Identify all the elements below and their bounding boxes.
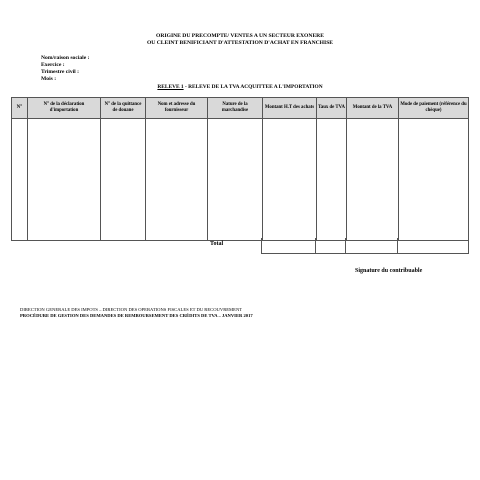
document-title-line2: OU CLEINT BENIFICIANT D'ATTESTATION D'ACHAT EN FRANCHISE [146, 40, 334, 46]
field-quarter: Trimestre civil : [41, 69, 80, 75]
column-header-import-declaration: N° de la déclaration d'importation [28, 98, 101, 119]
table-cell[interactable] [399, 119, 469, 241]
table-cell[interactable] [208, 119, 263, 241]
column-header-customs-receipt: N° de la quittance de douane [101, 98, 146, 119]
releve-title: - RELEVE DE LA TVA ACQUITTEE A L'IMPORTATION [183, 84, 323, 90]
table-cell[interactable] [317, 119, 347, 241]
total-payment-cell[interactable] [398, 238, 469, 254]
field-year: Exercice : [41, 62, 65, 68]
table-cell[interactable] [263, 119, 317, 241]
table-row [12, 119, 469, 241]
import-vat-table [11, 97, 469, 241]
column-header-vat-rate: Taux de TVA [317, 98, 347, 119]
table-cell[interactable] [101, 119, 146, 241]
footer-line2: PROCÉDURE DE GESTION DES DEMANDES DE REMBOURSEMENT DES CRÉDITS DE TVA – JANVIER 2017 [20, 313, 253, 318]
total-row [261, 238, 469, 254]
table-cell[interactable] [28, 119, 101, 241]
column-header-vat-amount: Montant de la TVA [347, 98, 399, 119]
table-cell[interactable] [12, 119, 28, 241]
column-header-amount-excl-tax: Montant H.T des achats [263, 98, 317, 119]
table-header-row [12, 98, 469, 119]
footer-line1: DIRECTION GENERALE DES IMPOTS – DIRECTION DES OPERATIONS FISCALES ET DU RECOUVREMENT [20, 307, 243, 312]
field-month: Mois : [41, 76, 57, 82]
column-header-payment-method: Mode de paiement (référence du chèque) [399, 98, 469, 119]
total-vat-rate-cell[interactable] [316, 238, 346, 254]
releve-heading [0, 84, 480, 90]
document-title-line1: ORIGINE DU PRECOMPTE/ VENTES A UN SECTEUR EXONERE [156, 33, 324, 39]
releve-label: RELEVE 1 [157, 84, 184, 90]
total-label: Total [210, 241, 224, 247]
column-header-goods-nature: Nature de la marchandise [208, 98, 263, 119]
total-vat-amount-cell[interactable] [346, 238, 398, 254]
total-amount-excl-tax-cell[interactable] [262, 238, 316, 254]
column-header-number: N° [12, 98, 28, 119]
table-cell[interactable] [146, 119, 208, 241]
table-cell[interactable] [347, 119, 399, 241]
field-company: Nom/raison sociale : [41, 55, 90, 61]
taxpayer-signature-label: Signature du contribuable [355, 268, 423, 274]
column-header-supplier: Nom et adresse du fournisseur [146, 98, 208, 119]
